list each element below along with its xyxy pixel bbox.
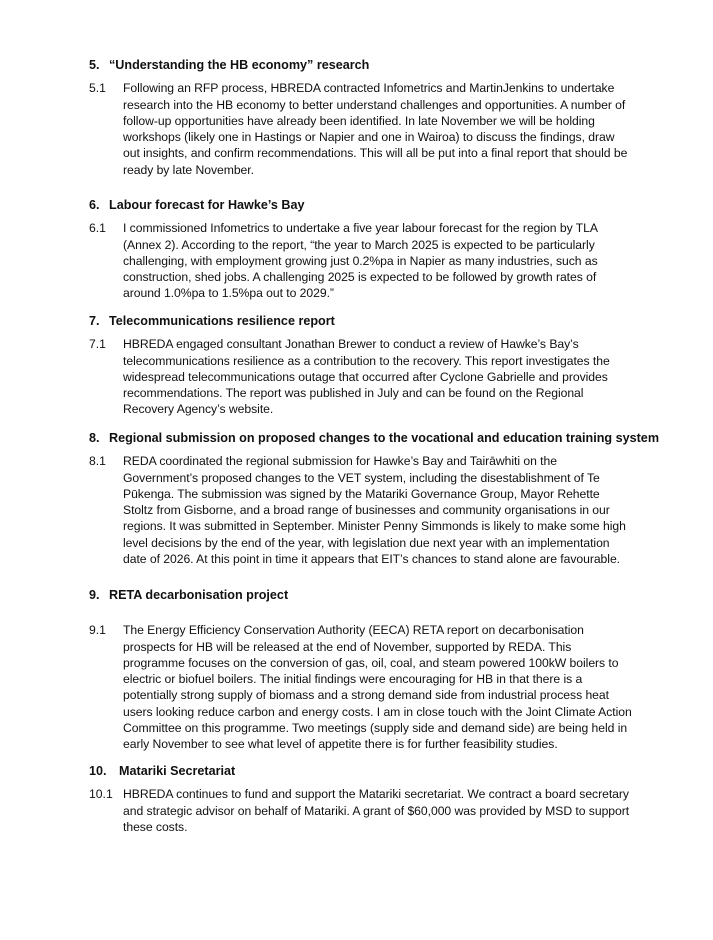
paragraph xyxy=(89,622,634,752)
section-5 xyxy=(89,57,634,178)
section-heading xyxy=(89,430,660,446)
section-number: 9. xyxy=(89,588,100,602)
paragraph-number: 8.1 xyxy=(89,454,106,469)
paragraph xyxy=(89,336,634,417)
section-6 xyxy=(89,197,634,302)
paragraph-number: 10.1 xyxy=(89,787,113,802)
section-number: 7. xyxy=(89,314,100,328)
paragraph-text: REDA coordinated the regional submission for Hawke’s Bay and Tairāwhiti on the Government’s proposed changes to the VET system, including the disestablishment of Te Pūkenga. The submission was signed by the Matariki Governance Group, Mayor Rehette Stoltz from Gisborne, and a broad range of businesses and community organisations in our regions. It was submitted in September. Minister Penny Simmonds is likely to make some high level decisions by the end of the year, with legislation due next year with an implementation date of 2026. At this point in time it appears that EIT’s chances to stand alone are favourable. xyxy=(123,454,626,567)
paragraph-text: HBREDA continues to fund and support the Matariki secretariat. We contract a board secretary and strategic advisor on behalf of Matariki. A grant of $60,000 was provided by MSD to support these costs. xyxy=(123,787,630,834)
paragraph-number: 6.1 xyxy=(89,221,106,236)
paragraph-number: 7.1 xyxy=(89,337,106,352)
section-8 xyxy=(89,430,660,567)
paragraph-text: Following an RFP process, HBREDA contracted Infometrics and MartinJenkins to undertake research into the HB economy to better understand challenges and opportunities. A number of follow-up opportunities have already been identified. In late November we will be holding workshops (likely one in Hastings or Napier and one in Wairoa) to discuss the findings, draw out insights, and confirm recommendations. This will all be put into a final report that should be ready by late November. xyxy=(123,81,628,177)
paragraph-number: 5.1 xyxy=(89,81,106,96)
paragraph xyxy=(89,80,634,178)
paragraph-text: HBREDA engaged consultant Jonathan Brewer to conduct a review of Hawke’s Bay’s telecommunications resilience as a contribution to the recovery. This report investigates the widespread telecommunications outage that occurred after Cyclone Gabrielle and provides recommendations. The report was published in July and can be found on the Regional Recovery Agency’s website. xyxy=(123,337,610,417)
section-number: 6. xyxy=(89,198,100,212)
section-title: “Understanding the HB economy” research xyxy=(109,58,370,72)
section-heading xyxy=(89,197,634,213)
section-title: Matariki Secretariat xyxy=(119,764,236,778)
section-heading xyxy=(89,57,634,73)
section-7 xyxy=(89,313,634,418)
section-9 xyxy=(89,587,634,753)
section-number: 10. xyxy=(89,764,107,778)
paragraph-number: 9.1 xyxy=(89,623,106,638)
paragraph-text: The Energy Efficiency Conservation Authority (EECA) RETA report on decarbonisation prospects for HB will be released at the end of November, supported by REDA. This programme focuses on the conversion of gas, oil, coal, and steam powered 100kW boilers to electric or biofuel boilers. The initial findings were encouraging for HB in that there is a potentially strong supply of biomass and a strong demand side from industrial process heat users looking reduce carbon and energy costs. I am in close touch with the Joint Climate Action Committee on this programme. Two meetings (supply side and demand side) are being held in early November to see what level of appetite there is for further feasibility studies. xyxy=(123,623,632,752)
section-10 xyxy=(89,763,634,835)
section-title: Telecommunications resilience report xyxy=(109,314,335,328)
section-title: Regional submission on proposed changes to the vocational and education training system xyxy=(109,431,660,445)
section-heading xyxy=(89,313,634,329)
paragraph xyxy=(89,220,634,301)
paragraph xyxy=(89,786,634,835)
section-title: RETA decarbonisation project xyxy=(109,588,289,602)
section-heading xyxy=(89,763,634,779)
section-number: 5. xyxy=(89,58,100,72)
section-number: 8. xyxy=(89,431,100,445)
section-heading xyxy=(89,587,634,603)
paragraph-text: I commissioned Infometrics to undertake a five year labour forecast for the region by TLA (Annex 2). According to the report, “the year to March 2025 is expected to be particularly challenging, with employment growing just 0.2%pa in Napier as many industries, such as construction, shed jobs. A challenging 2025 is expected to be followed by growth rates of around 1.0%pa to 1.5%pa out to 2029.” xyxy=(123,221,598,301)
section-title: Labour forecast for Hawke’s Bay xyxy=(109,198,305,212)
paragraph xyxy=(89,453,634,567)
